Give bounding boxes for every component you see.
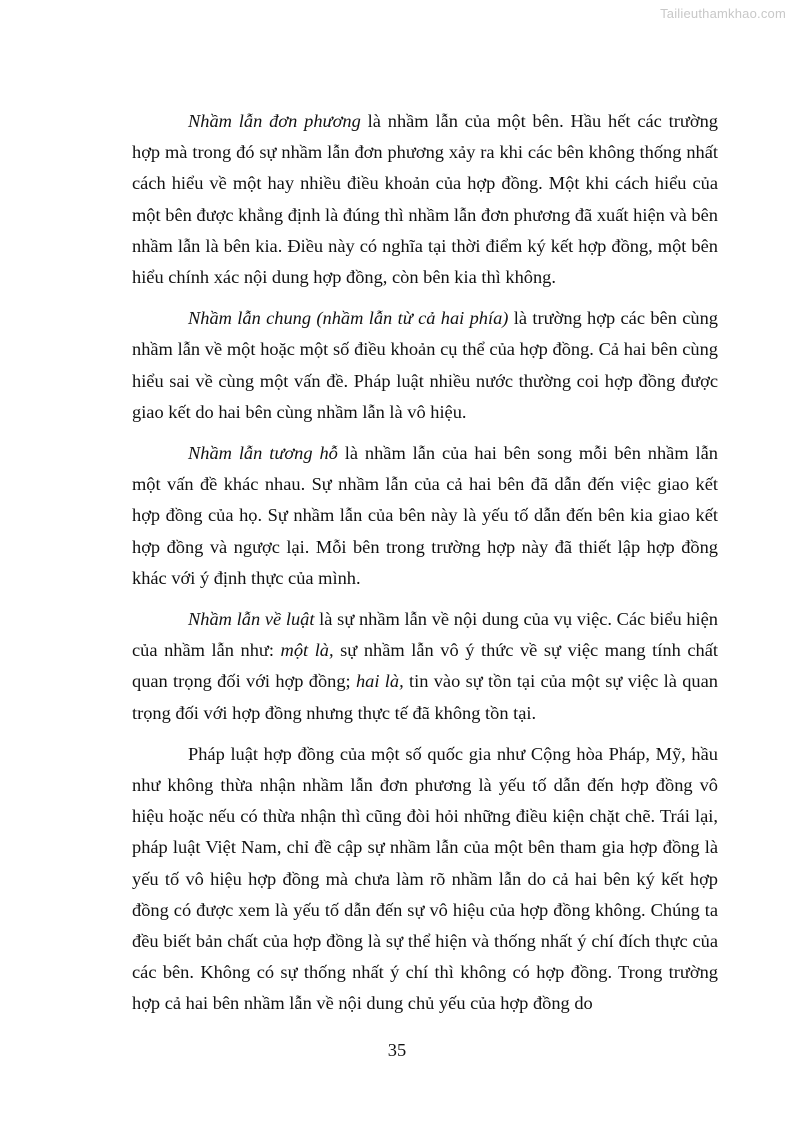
term-common-mistake: Nhầm lẫn chung (nhầm lẫn từ cả hai phía) (188, 308, 509, 329)
paragraph-text: tin vào sự tồn tại của một sự việc là quan trọng đối với hợp đồng nhưng thực tế đã không tồn tại. (132, 671, 718, 723)
term-mistake-of-law: Nhầm lẫn về luật (188, 609, 315, 630)
paragraph-text: là nhầm lẫn của hai bên song mỗi bên nhầm lẫn một vấn đề khác nhau. Sự nhầm lẫn của cả hai bên đã dẫn đến việc giao kết hợp đồng của họ. Sự nhầm lẫn của bên này là yếu tố dẫn đến bên kia giao kết hợp đồng và ngược lại. Mỗi bên trong trường hợp này đã thiết lập hợp đồng khác với ý định thực của mình. (132, 443, 718, 588)
enumeration-first: một là, (280, 640, 334, 661)
paragraph-text: là nhầm lẫn của một bên. Hầu hết các trường hợp mà trong đó sự nhầm lẫn đơn phương xảy ra khi các bên không thống nhất cách hiểu về một hay nhiều điều khoản của hợp đồng. Một khi cách hiểu của một bên được khẳng định là đúng thì nhầm lẫn đơn phương đã xuất hiện và bên nhầm lẫn là bên kia. Điều này có nghĩa tại thời điểm ký kết hợp đồng, một bên hiểu chính xác nội dung hợp đồng, còn bên kia thì không. (132, 111, 718, 288)
paragraph-text: Pháp luật hợp đồng của một số quốc gia như Cộng hòa Pháp, Mỹ, hầu như không thừa nhận nhầm lẫn đơn phương là yếu tố dẫn đến hợp đồng vô hiệu hoặc nếu có thừa nhận thì cũng đòi hỏi những điều kiện chặt chẽ. Trái lại, pháp luật Việt Nam, chỉ đề cập sự nhầm lẫn của một bên tham gia hợp đồng là yếu tố vô hiệu hợp đồng mà chưa làm rõ nhầm lẫn do cả hai bên ký kết hợp đồng có được xem là yếu tố dẫn đến sự vô hiệu của hợp đồng không. Chúng ta đều biết bản chất của hợp đồng là sự thể hiện và thống nhất ý chí đích thực của các bên. Không có sự thống nhất ý chí thì không có hợp đồng. Trong trường hợp cả hai bên nhầm lẫn về nội dung chủ yếu của hợp đồng do (132, 743, 718, 1014)
paragraph-mistake-of-law (132, 604, 718, 729)
paragraph-unilateral-mistake (132, 106, 718, 293)
paragraph-text: là trường hợp các bên cùng nhầm lẫn về một hoặc một số điều khoản cụ thể của hợp đồng. Cả hai bên cùng hiểu sai về cùng một vấn đề. Pháp luật nhiều nước thường coi hợp đồng được giao kết do hai bên cùng nhầm lẫn là vô hiệu. (132, 308, 718, 422)
paragraph-text: sự nhầm lẫn vô ý thức về sự việc mang tính chất quan trọng đối với hợp đồng; (132, 640, 718, 692)
paragraph-mutual-mistake (132, 438, 718, 594)
enumeration-second: hai là, (355, 671, 404, 692)
document-body (132, 106, 718, 1030)
paragraph-common-mistake (132, 303, 718, 428)
paragraph-comparative-law (132, 739, 718, 1020)
page-number: 35 (387, 1040, 407, 1060)
term-mutual-mistake: Nhầm lẫn tương hỗ (188, 443, 338, 464)
paragraph-text: là sự nhầm lẫn về nội dung của vụ việc. Các biểu hiện của nhầm lẫn như: (132, 609, 719, 661)
watermark-text: Tailieuthamkhao.com (660, 6, 786, 21)
term-unilateral-mistake: Nhầm lẫn đơn phương (188, 111, 361, 131)
